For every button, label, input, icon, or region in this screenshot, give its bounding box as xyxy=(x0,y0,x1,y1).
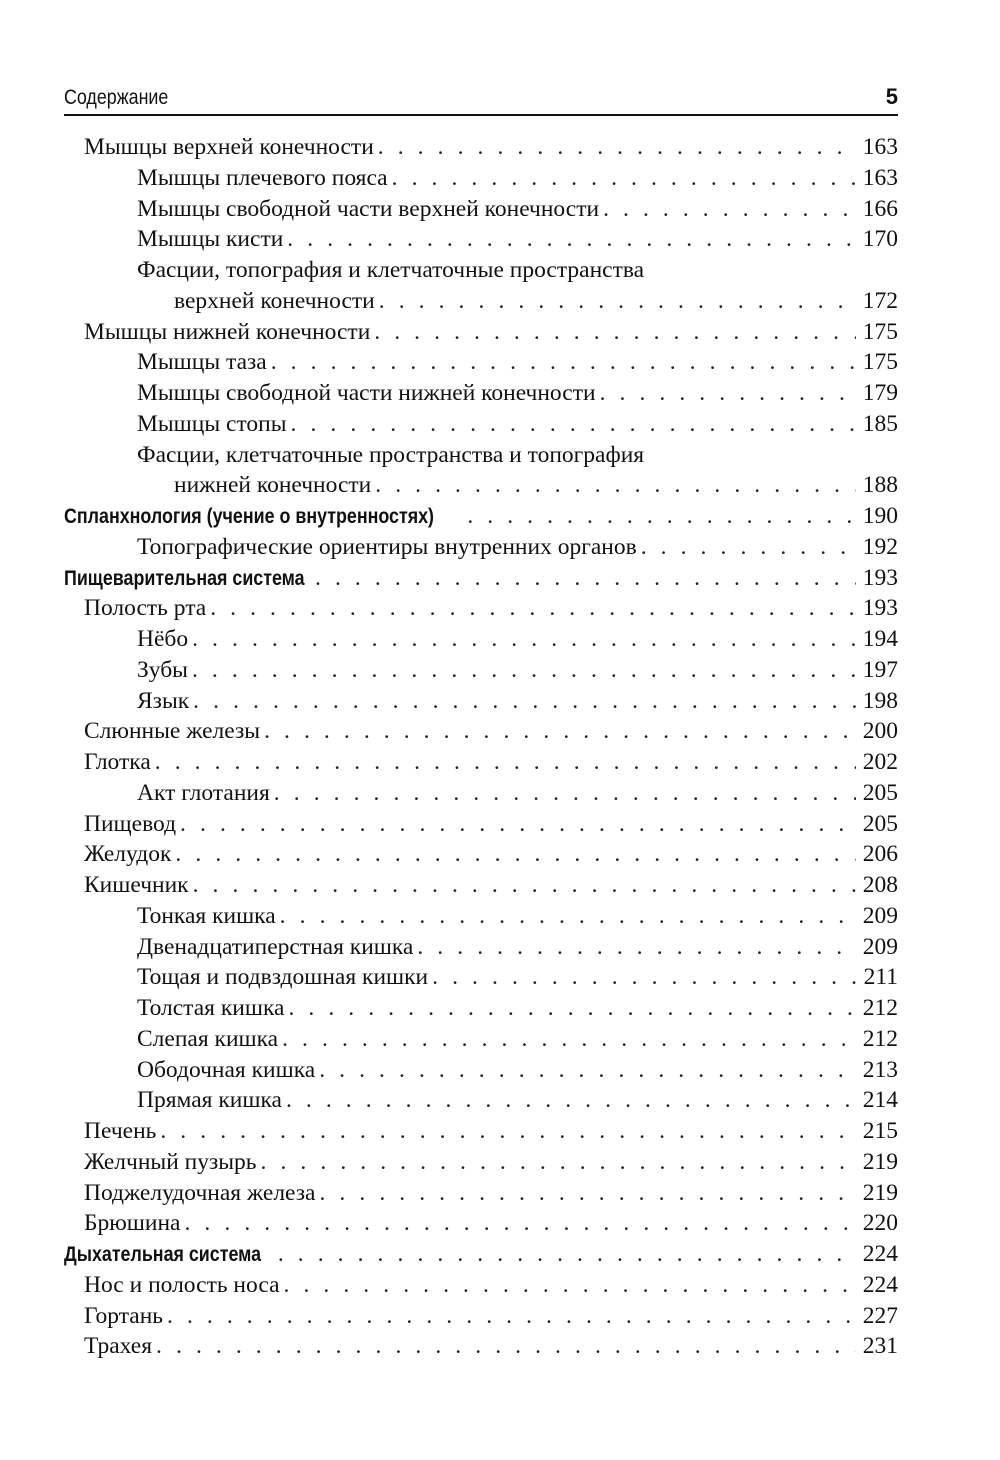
toc-entry[interactable] xyxy=(64,224,898,255)
toc-entry[interactable] xyxy=(64,194,898,225)
toc-entry[interactable] xyxy=(64,932,898,963)
toc-entry[interactable] xyxy=(64,532,898,563)
toc-entry-page: 209 xyxy=(862,902,898,929)
toc-entry[interactable] xyxy=(64,1116,898,1147)
dot-leader xyxy=(379,286,856,317)
toc-entry[interactable] xyxy=(64,901,898,932)
toc-entry-page: 212 xyxy=(862,1025,898,1052)
toc-entry-title: Трахея xyxy=(84,1333,153,1360)
toc-entry[interactable] xyxy=(64,132,898,163)
toc-entry-page: 198 xyxy=(862,687,898,714)
dot-leader xyxy=(167,1301,856,1332)
toc-entry-page: 194 xyxy=(862,626,898,652)
toc-entry-page: 166 xyxy=(862,195,898,222)
dot-leader xyxy=(282,1024,856,1055)
toc-chapter[interactable] xyxy=(64,563,898,594)
toc-entry-continuation[interactable] xyxy=(64,470,898,501)
toc-entry[interactable] xyxy=(64,1331,898,1362)
toc-chapter-title: Спланхнология (учение о внутренностях) xyxy=(64,505,435,528)
toc-entry[interactable] xyxy=(64,347,898,378)
dot-leader xyxy=(155,747,856,778)
running-header-title: Содержание xyxy=(64,86,169,109)
toc-entry-title: Топографические ориентиры внутренних органов xyxy=(137,533,637,560)
toc-entry[interactable] xyxy=(64,163,898,194)
toc-entry-page: 227 xyxy=(862,1302,898,1329)
toc-entry-page: 163 xyxy=(862,164,898,191)
toc-entry-page: 213 xyxy=(862,1056,898,1083)
toc-entry[interactable] xyxy=(64,778,898,809)
toc-entry-title: Брюшина xyxy=(84,1210,181,1237)
dot-leader xyxy=(286,1085,856,1116)
dot-leader xyxy=(192,655,856,686)
toc-entry[interactable] xyxy=(64,1055,898,1086)
toc-entry-title: нижней конечности xyxy=(174,472,372,499)
dot-leader xyxy=(319,1055,856,1086)
toc-entry-title: Двенадцатиперстная кишка xyxy=(137,933,414,960)
toc-entry-page: 163 xyxy=(862,134,898,160)
toc-entry-page: 193 xyxy=(862,595,898,622)
toc-entry[interactable] xyxy=(64,993,898,1024)
toc-entry[interactable] xyxy=(64,1147,898,1178)
dot-leader xyxy=(278,1239,856,1270)
toc-entry-title: Слюнные железы xyxy=(84,718,261,745)
toc-entry[interactable] xyxy=(64,962,898,993)
toc-entry-page: 170 xyxy=(862,226,898,253)
running-header xyxy=(64,80,898,116)
toc-entry-page: 220 xyxy=(862,1210,898,1237)
dot-leader xyxy=(392,163,856,194)
toc-entry-page: 175 xyxy=(862,349,898,376)
toc-entry-title: Поджелудочная железа xyxy=(84,1179,316,1206)
toc-entry-title: верхней конечности xyxy=(174,287,375,314)
toc-entry-title: Печень xyxy=(84,1118,157,1144)
toc-entry-title: Нёбо xyxy=(137,626,189,652)
toc-chapter[interactable] xyxy=(64,501,898,532)
dot-leader xyxy=(160,1116,856,1147)
dot-leader xyxy=(193,870,856,901)
toc-entry-title: Пищевод xyxy=(84,810,177,837)
dot-leader xyxy=(280,901,856,932)
toc-entry[interactable] xyxy=(64,1024,898,1055)
toc-entry-page: 224 xyxy=(862,1241,898,1267)
toc-entry[interactable] xyxy=(64,870,898,901)
toc-entry-page: 212 xyxy=(862,995,898,1021)
toc-chapter-title: Дыхательная система xyxy=(64,1243,262,1266)
dot-leader xyxy=(284,1270,857,1301)
dot-leader xyxy=(641,532,856,563)
toc-entry-page: 211 xyxy=(863,964,898,991)
toc-entry-title: Желчный пузырь xyxy=(84,1148,257,1175)
toc-entry-page: 231 xyxy=(862,1333,898,1360)
dot-leader xyxy=(374,317,856,348)
toc-entry-title: Желудок xyxy=(84,841,172,868)
toc-entry-title: Слепая кишка xyxy=(137,1025,279,1052)
toc-entry-page: 224 xyxy=(862,1271,898,1298)
dot-leader xyxy=(319,1178,856,1209)
toc-entry[interactable] xyxy=(64,1301,898,1332)
toc-entry-title: Толстая кишка xyxy=(137,995,285,1021)
toc-entry[interactable] xyxy=(64,378,898,409)
toc-entry[interactable] xyxy=(64,716,898,747)
toc-entry-page: 172 xyxy=(862,287,898,314)
toc-entry-page: 179 xyxy=(862,380,898,406)
toc-entry-title: Полость рта xyxy=(84,595,207,622)
toc-entry[interactable] xyxy=(64,255,898,286)
dot-leader xyxy=(271,347,856,378)
toc-entry-page: 209 xyxy=(862,933,898,960)
table-of-contents xyxy=(64,132,898,1362)
dot-leader xyxy=(184,1208,856,1239)
dot-leader xyxy=(192,624,856,655)
toc-entry-page: 192 xyxy=(862,533,898,560)
toc-entry-page: 208 xyxy=(862,872,898,898)
toc-entry-page: 214 xyxy=(862,1087,898,1114)
dot-leader xyxy=(417,932,856,963)
dot-leader xyxy=(210,593,856,624)
toc-entry[interactable] xyxy=(64,409,898,440)
toc-entry[interactable] xyxy=(64,624,898,655)
toc-entry-page: 219 xyxy=(862,1148,898,1175)
toc-entry-title: Мышцы плечевого пояса xyxy=(137,164,388,191)
toc-chapter[interactable] xyxy=(64,1239,898,1270)
dot-leader xyxy=(603,194,856,225)
dot-leader xyxy=(600,378,856,409)
toc-entry-title: Мышцы кисти xyxy=(137,226,284,253)
toc-entry[interactable] xyxy=(64,747,898,778)
toc-entry-page: 215 xyxy=(862,1118,898,1144)
toc-entry-page: 175 xyxy=(862,318,898,345)
toc-entry[interactable] xyxy=(64,1085,898,1116)
toc-entry-title: Мышцы нижней конечности xyxy=(84,318,371,345)
toc-entry-title: Мышцы стопы xyxy=(137,410,287,437)
toc-entry-page: 190 xyxy=(862,503,898,529)
toc-entry-page: 193 xyxy=(862,564,898,591)
toc-entry[interactable] xyxy=(64,686,898,717)
toc-entry-page: 206 xyxy=(862,841,898,868)
toc-entry-page: 200 xyxy=(862,718,898,745)
toc-entry[interactable] xyxy=(64,593,898,624)
toc-entry-title: Зубы xyxy=(137,656,188,683)
toc-entry-page: 185 xyxy=(862,410,898,437)
toc-entry-page: 202 xyxy=(862,749,898,775)
dot-leader xyxy=(288,993,856,1024)
dot-leader xyxy=(156,1331,856,1362)
toc-entry-page: 197 xyxy=(862,656,898,683)
toc-entry-title: Мышцы свободной части верхней конечности xyxy=(137,195,600,222)
toc-entry-title: Глотка xyxy=(84,749,151,775)
dot-leader xyxy=(193,686,856,717)
page-number: 5 xyxy=(885,84,898,109)
dot-leader xyxy=(264,716,856,747)
toc-entry-page: 219 xyxy=(862,1179,898,1206)
dot-leader xyxy=(315,563,856,594)
toc-entry-title: Ободочная кишка xyxy=(137,1056,316,1083)
toc-entry-title: Язык xyxy=(137,687,190,714)
toc-entry-title: Тонкая кишка xyxy=(137,902,276,929)
toc-entry-title: Фасции, топография и клетчаточные пространства xyxy=(137,257,645,283)
toc-entry-title: Нос и полость носа xyxy=(84,1271,280,1298)
dot-leader xyxy=(287,224,856,255)
toc-entry-continuation[interactable] xyxy=(64,286,898,317)
toc-entry-page: 205 xyxy=(862,779,898,806)
toc-entry-title: Кишечник xyxy=(84,872,189,898)
toc-entry-title: Фасции, клетчаточные пространства и топография xyxy=(137,441,645,468)
dot-leader xyxy=(375,470,856,501)
toc-entry[interactable] xyxy=(64,839,898,870)
dot-leader xyxy=(274,778,856,809)
dot-leader xyxy=(467,501,856,532)
toc-entry[interactable] xyxy=(64,317,898,348)
dot-leader xyxy=(180,809,856,840)
toc-chapter-title: Пищеварительная система xyxy=(64,566,305,590)
toc-entry-title: Мышцы верхней конечности xyxy=(84,134,374,160)
toc-entry-title: Мышцы свободной части нижней конечности xyxy=(137,380,596,406)
toc-entry-title: Тощая и подвздошная кишки xyxy=(137,964,429,991)
toc-entry[interactable] xyxy=(64,1178,898,1209)
dot-leader xyxy=(432,962,856,993)
dot-leader xyxy=(175,839,856,870)
toc-entry-title: Акт глотания xyxy=(137,779,270,806)
toc-entry-title: Прямая кишка xyxy=(137,1087,282,1114)
toc-entry-page: 205 xyxy=(862,810,898,837)
toc-entry[interactable] xyxy=(64,655,898,686)
dot-leader xyxy=(378,132,856,163)
dot-leader xyxy=(261,1147,856,1178)
toc-entry-title: Гортань xyxy=(84,1302,163,1329)
dot-leader xyxy=(291,409,856,440)
toc-entry[interactable] xyxy=(64,1208,898,1239)
toc-entry[interactable] xyxy=(64,809,898,840)
toc-entry-page: 188 xyxy=(862,472,898,499)
toc-entry[interactable] xyxy=(64,440,898,471)
toc-entry[interactable] xyxy=(64,1270,898,1301)
toc-entry-title: Мышцы таза xyxy=(137,349,267,376)
